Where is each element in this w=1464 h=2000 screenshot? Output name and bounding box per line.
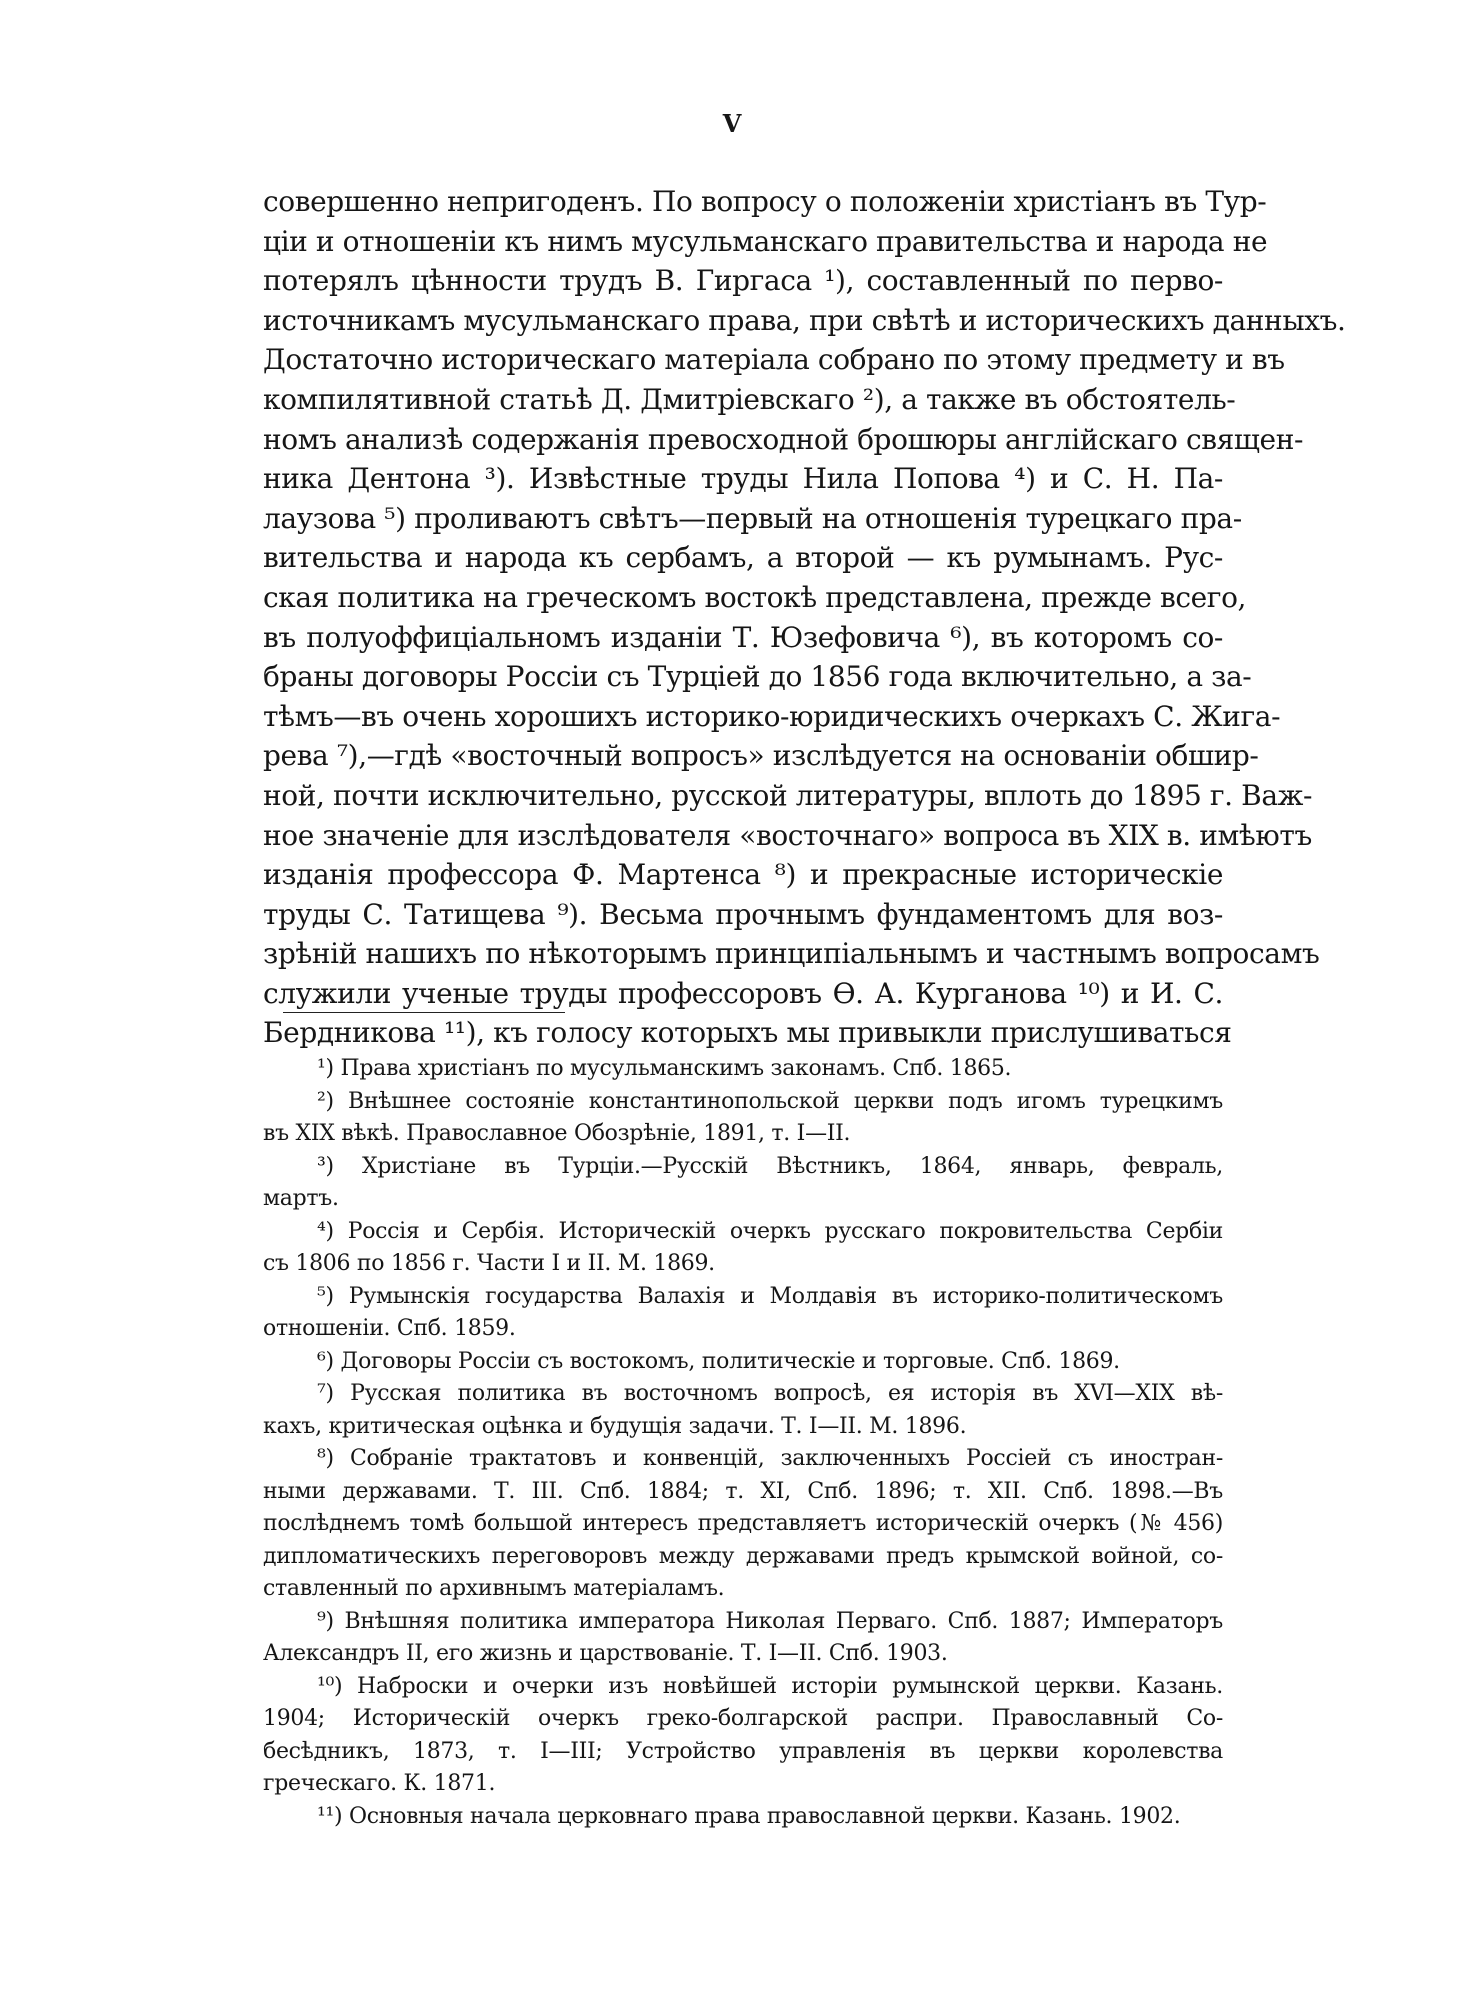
main-text-line: номъ анализѣ содержанiя превосходной брошюры англiйскаго священ- (263, 422, 1304, 456)
footnote-line: послѣднемъ томѣ большой интересъ представляетъ историческiй очеркъ (№ 456) (263, 1511, 1223, 1536)
footnote-line: ⁸) Собранiе трактатовъ и конвенцiй, заключенныхъ Россiей съ иностран- (317, 1446, 1223, 1471)
footnote (263, 1086, 1223, 1151)
main-text-line: труды С. Татищева ⁹). Весьма прочнымъ фундаментомъ для воз- (263, 897, 1223, 931)
footnote-line: кахъ, критическая оцѣнка и будущiя задачи. Т. I—II. М. 1896. (263, 1413, 967, 1439)
footnote (263, 1671, 1223, 1801)
main-text-line: въ полуоффицiальномъ изданiи Т. Юзефовича ⁶), въ которомъ со- (263, 620, 1223, 654)
footnote (263, 1606, 1223, 1671)
main-text-line: Достаточно историческаго матерiала собрано по этому предмету и въ (263, 343, 1285, 377)
footnote-line: въ XIX вѣкѣ. Православное Обозрѣнiе, 1891, т. I—II. (263, 1121, 851, 1146)
main-text-line: ной, почти исключительно, русской литературы, вплоть до 1895 г. Важ- (263, 778, 1313, 812)
footnote (263, 1151, 1223, 1216)
main-text-line: ника Дентона ³). Извѣстные труды Нила Попова ⁴) и С. Н. Па- (263, 462, 1223, 496)
footnote-line: Александръ II, его жизнь и царствованiе. Т. I—II. Спб. 1903. (263, 1641, 948, 1666)
main-text-line: ская политика на греческомъ востокѣ представлена, прежде всего, (263, 580, 1247, 614)
main-text-line: браны договоры Россiи съ Турцiей до 1856 года включительно, а за- (263, 660, 1252, 694)
main-text-line: служили ученые труды профессоровъ Ѳ. А. Курганова ¹⁰) и И. С. (263, 976, 1223, 1010)
main-text-line: Бердникова ¹¹), къ голосу которыхъ мы привыкли прислушиваться (263, 1016, 1232, 1050)
footnote-line: съ 1806 по 1856 г. Части I и II. М. 1869. (263, 1251, 715, 1276)
footnote-line: ¹⁰) Наброски и очерки изъ новѣйшей исторiи румынской церкви. Казань. (317, 1673, 1223, 1699)
main-text-line: лаузова ⁵) проливаютъ свѣтъ—первый на отношенiя турецкаго пра- (263, 501, 1242, 535)
main-text-line: изданiя профессора Ф. Мартенса ⁸) и прекрасные историческiе (263, 858, 1223, 892)
footnote (263, 1801, 1223, 1834)
footnote-line: отношенiи. Спб. 1859. (263, 1316, 516, 1341)
main-text-line: рева ⁷),—гдѣ «восточный вопросъ» изслѣдуется на основанiи обшир- (263, 739, 1259, 773)
footnote (263, 1216, 1223, 1281)
main-text-line: цiи и отношенiи къ нимъ мусульманскаго правительства и народа не (263, 224, 1268, 258)
footnote (263, 1378, 1223, 1443)
footnote-line: ⁷) Русская политика въ восточномъ вопросѣ, ея исторiя въ XVI—XIX вѣ- (317, 1381, 1223, 1406)
main-text-line: зрѣнiй нашихъ по нѣкоторымъ принципiальнымъ и частнымъ вопросамъ (263, 937, 1320, 971)
footnote-line: 1904; Историческiй очеркъ греко-болгарской распри. Православный Со- (263, 1706, 1223, 1731)
main-text-line: компилятивной статьѣ Д. Дмитрiевскаго ²), а также въ обстоятель- (263, 382, 1236, 416)
footnote-line: греческаго. К. 1871. (263, 1771, 496, 1796)
main-text-line: тѣмъ—въ очень хорошихъ историко-юридическихъ очеркахъ С. Жига- (263, 699, 1281, 733)
footnotes-block (263, 1053, 1223, 1833)
footnote-line: ⁶) Договоры Россiи съ востокомъ, политическiе и торговые. Спб. 1869. (317, 1348, 1120, 1374)
main-text-block (263, 182, 1346, 1053)
footnote-line: ⁵) Румынскiя государства Валахiя и Молдавiя въ историко-политическомъ (317, 1283, 1223, 1309)
footnote-line: ²) Внѣшнее состоянiе константинопольской церкви подъ игомъ турецкимъ (317, 1088, 1223, 1114)
footnote-line: мартъ. (263, 1186, 339, 1211)
page-number: V (722, 109, 742, 138)
footnote-divider (283, 1012, 565, 1013)
footnote-line: ставленный по архивнымъ матерiаламъ. (263, 1576, 725, 1601)
footnote-line: ⁴) Россiя и Сербiя. Историческiй очеркъ русскаго покровительства Сербiи (317, 1218, 1223, 1244)
footnote-line: ными державами. Т. III. Спб. 1884; т. XI, Спб. 1896; т. XII. Спб. 1898.—Въ (263, 1478, 1223, 1504)
main-text-line: ное значенiе для изслѣдователя «восточнаго» вопроса въ XIX в. имѣютъ (263, 818, 1312, 852)
footnote (263, 1443, 1223, 1606)
main-text-line: вительства и народа къ сербамъ, а второй — къ румынамъ. Рус- (263, 541, 1223, 575)
footnote-line: ³) Христiане въ Турцiи.—Русскiй Вѣстникъ, 1864, январь, февраль, (317, 1153, 1223, 1179)
footnote (263, 1346, 1223, 1379)
main-text-line: потерялъ цѣнности трудъ В. Гиргаса ¹), составленный по перво- (263, 264, 1223, 298)
footnote (263, 1281, 1223, 1346)
main-text-line: источникамъ мусульманскаго права, при свѣтѣ и историческихъ данныхъ. (263, 303, 1346, 337)
main-text-line: совершенно непригоденъ. По вопросу о положенiи христiанъ въ Тур- (263, 185, 1267, 218)
footnote-line: ¹) Права христiанъ по мусульманскимъ законамъ. Спб. 1865. (317, 1056, 1012, 1081)
footnote-line: ¹¹) Основныя начала церковнаго права православной церкви. Казань. 1902. (317, 1803, 1181, 1829)
footnote-line: дипломатическихъ переговоровъ между державами предъ крымской войной, со- (263, 1543, 1223, 1569)
footnote-line: ⁹) Внѣшняя политика императора Николая Перваго. Спб. 1887; Императоръ (317, 1608, 1223, 1634)
footnote-line: бесѣдникъ, 1873, т. I—III; Устройство управленiя въ церкви королевства (263, 1738, 1223, 1764)
footnote (263, 1053, 1223, 1086)
